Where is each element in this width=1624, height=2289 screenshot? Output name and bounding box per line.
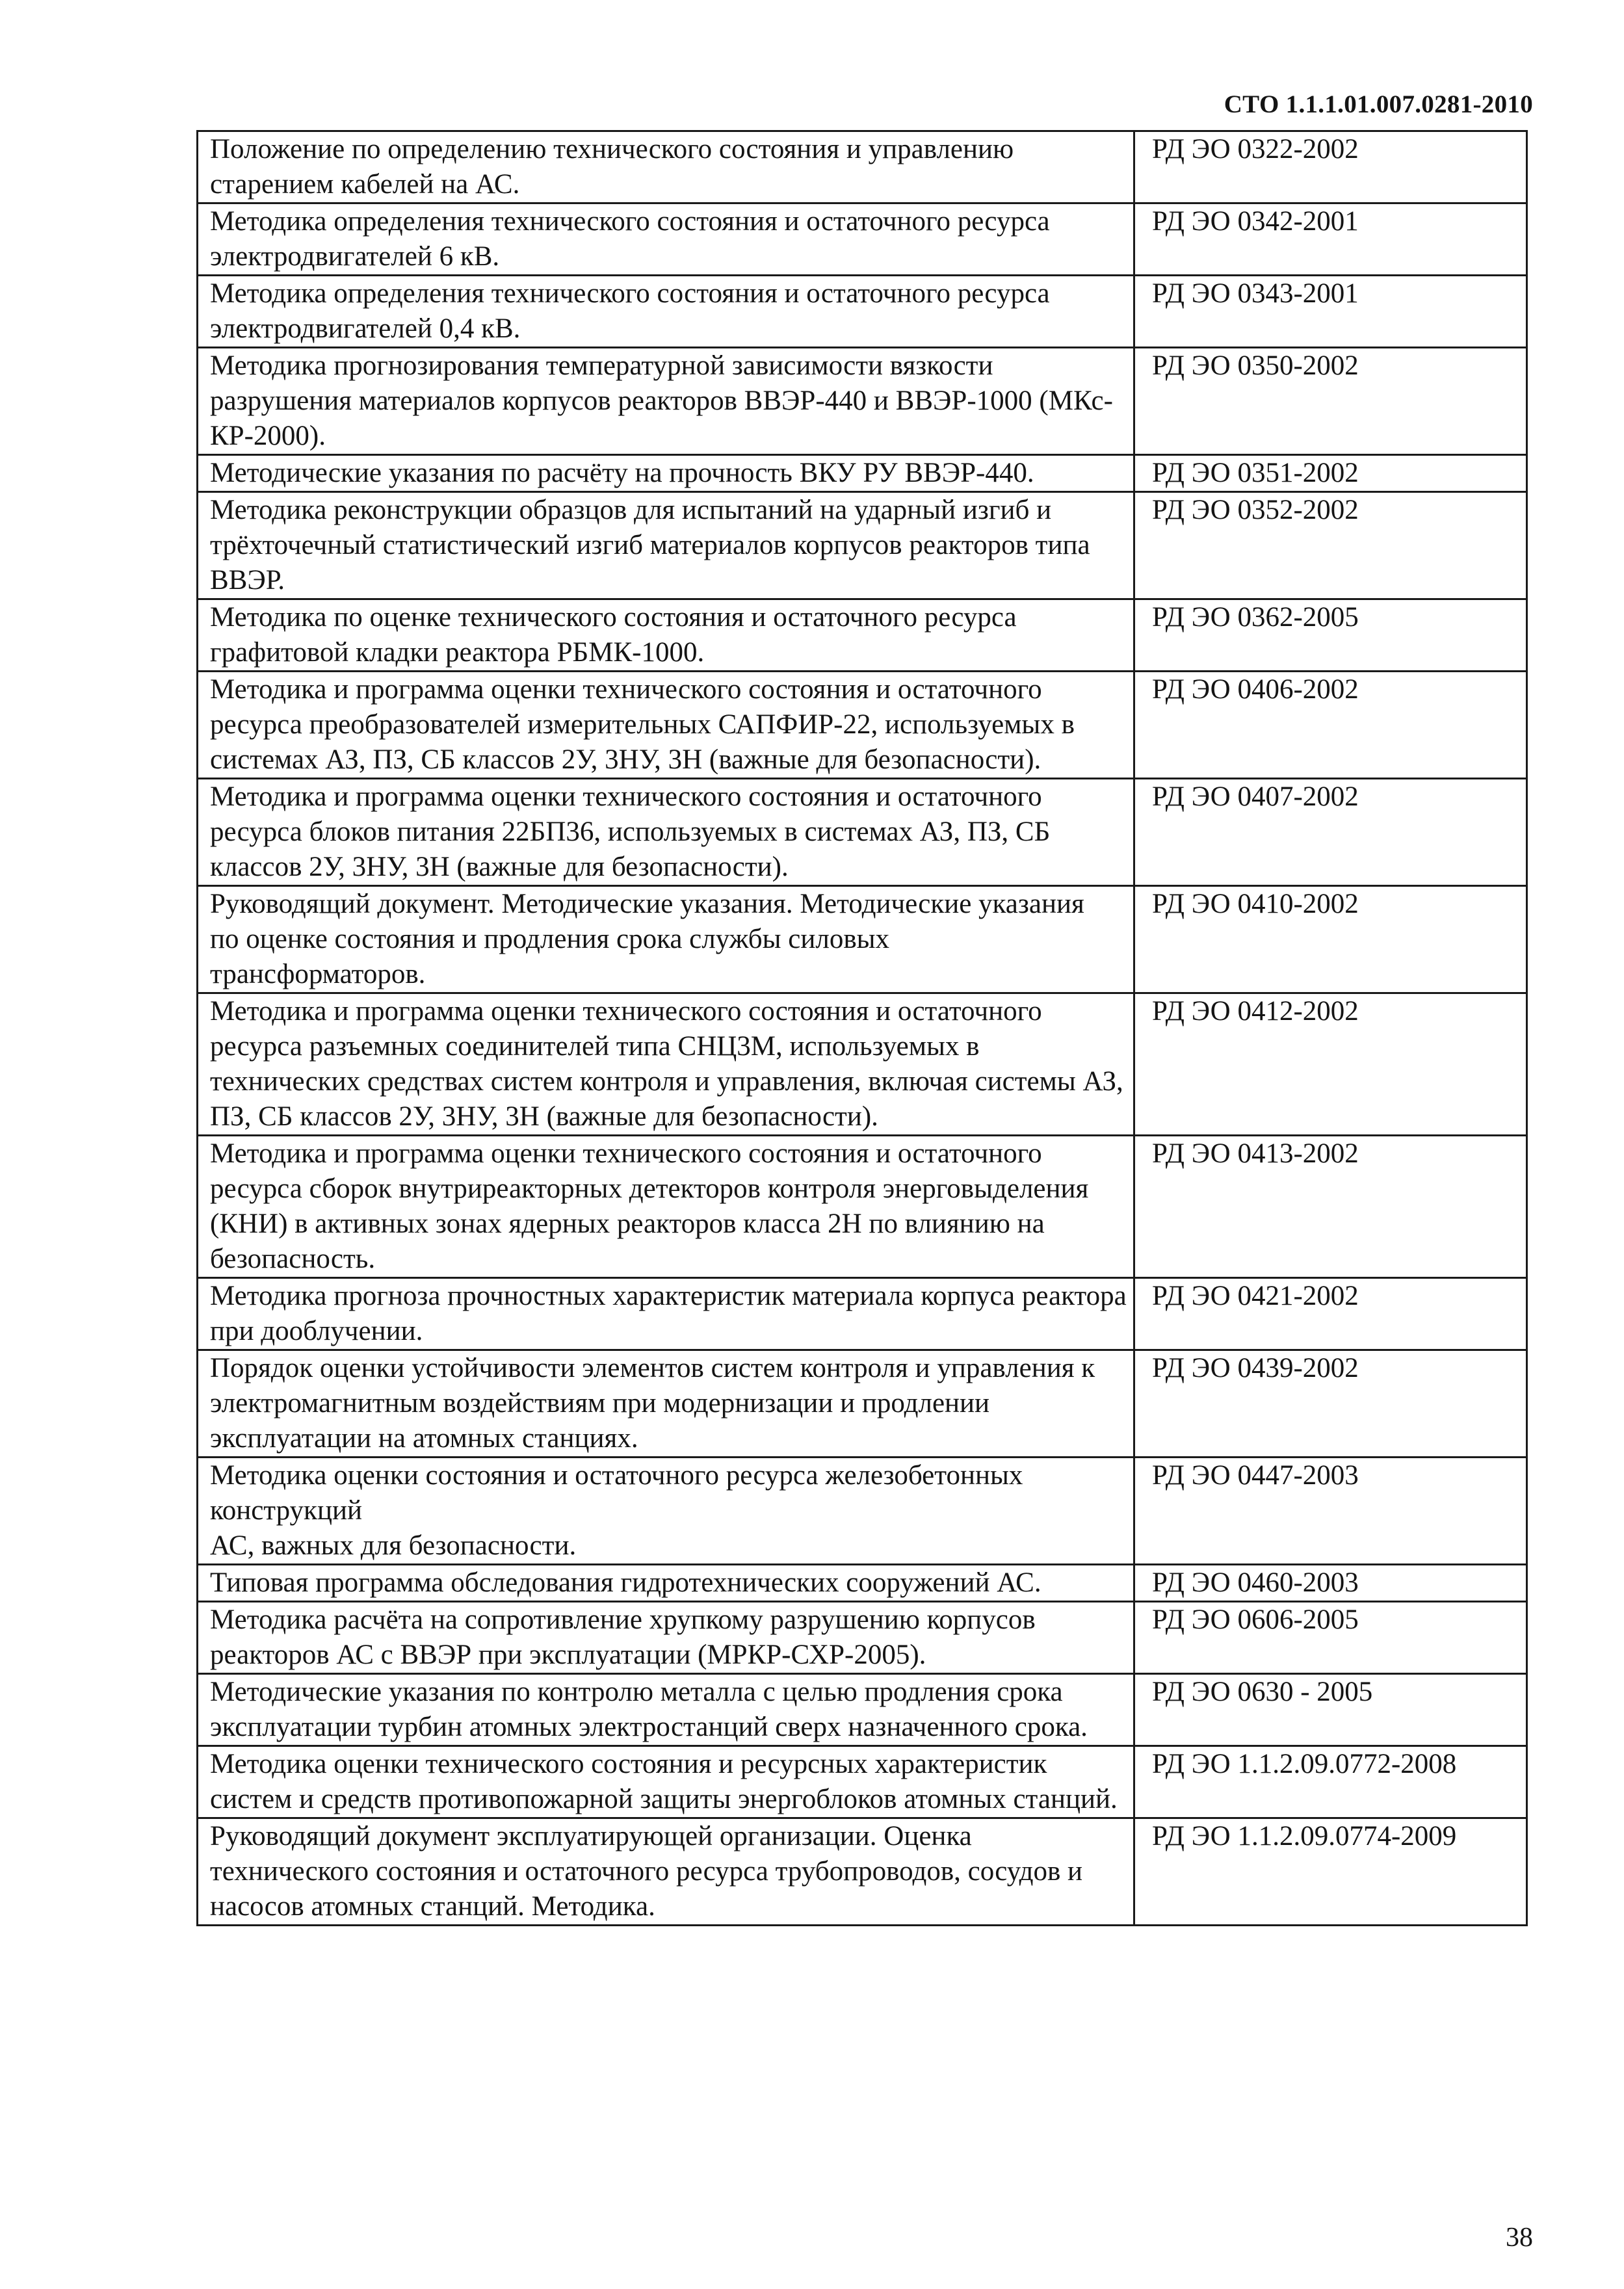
document-title-cell: Методика реконструкции образцов для испытаний на ударный изгиб и трёхточечный статистический изгиб материалов корпусов реакторов типа ВВЭР.	[198, 492, 1134, 599]
document-title-cell: Методика прогноза прочностных характеристик материала корпуса реактора при дооблучении.	[198, 1278, 1134, 1350]
document-title-cell: Методика и программа оценки технического состояния и остаточного ресурса блоков питания 22БП36, используемых в системах АЗ, ПЗ, СБ классов 2У, 3НУ, 3Н (важные для безопасности).	[198, 779, 1134, 886]
document-title-cell: Методика и программа оценки технического состояния и остаточного ресурса сборок внутриреакторных детекторов контроля энерговыделения (КНИ) в активных зонах ядерных реакторов класса 2Н по влиянию на безопасность.	[198, 1136, 1134, 1278]
table-row	[198, 1136, 1527, 1278]
document-title-cell: Руководящий документ эксплуатирующей организации. Оценка технического состояния и остаточного ресурса трубопроводов, сосудов и насосов атомных станций. Методика.	[198, 1818, 1134, 1926]
document-code-cell: РД ЭО 0406-2002	[1134, 672, 1527, 779]
document-title-cell: Методика расчёта на сопротивление хрупкому разрушению корпусов реакторов АС с ВВЭР при эксплуатации (МРКР-СХР-2005).	[198, 1602, 1134, 1674]
table-row	[198, 455, 1527, 492]
document-code-cell: РД ЭО 0352-2002	[1134, 492, 1527, 599]
table-row	[198, 348, 1527, 455]
document-code-cell: РД ЭО 0630 - 2005	[1134, 1674, 1527, 1746]
document-code-cell: РД ЭО 0362-2005	[1134, 599, 1527, 672]
normative-documents-table	[196, 130, 1528, 1926]
table-row	[198, 993, 1527, 1136]
table-body	[198, 131, 1527, 1926]
document-title-cell: Типовая программа обследования гидротехнических сооружений АС.	[198, 1565, 1134, 1602]
document-code-cell: РД ЭО 0407-2002	[1134, 779, 1527, 886]
document-code-cell: РД ЭО 1.1.2.09.0774-2009	[1134, 1818, 1527, 1926]
document-title-cell: Руководящий документ. Методические указания. Методические указания по оценке состояния и продления срока службы силовых трансформаторов.	[198, 886, 1134, 993]
table-row	[198, 1602, 1527, 1674]
document-title-cell: Методика по оценке технического состояния и остаточного ресурса графитовой кладки реактора РБМК-1000.	[198, 599, 1134, 672]
table-row	[198, 1818, 1527, 1926]
document-code-cell: РД ЭО 0322-2002	[1134, 131, 1527, 203]
document-title-cell: Методические указания по расчёту на прочность ВКУ РУ ВВЭР-440.	[198, 455, 1134, 492]
document-title-cell: Методика и программа оценки технического состояния и остаточного ресурса разъемных соединителей типа СНЦ3М, используемых в технических средствах систем контроля и управления, включая системы АЗ, ПЗ, СБ классов 2У, 3НУ, 3Н (важные для безопасности).	[198, 993, 1134, 1136]
document-code-cell: РД ЭО 0351-2002	[1134, 455, 1527, 492]
document-code-cell: РД ЭО 0350-2002	[1134, 348, 1527, 455]
document-code-cell: РД ЭО 0412-2002	[1134, 993, 1527, 1136]
document-code-header: СТО 1.1.1.01.007.0281-2010	[1224, 90, 1533, 118]
table-row	[198, 203, 1527, 276]
table-row	[198, 672, 1527, 779]
table-row	[198, 1458, 1527, 1565]
document-code-cell: РД ЭО 0342-2001	[1134, 203, 1527, 276]
document-title-cell: Порядок оценки устойчивости элементов систем контроля и управления к электромагнитным воздействиям при модернизации и продлении эксплуатации на атомных станциях.	[198, 1350, 1134, 1458]
document-title-cell: Методика оценки технического состояния и ресурсных характеристик систем и средств противопожарной защиты энергоблоков атомных станций.	[198, 1746, 1134, 1818]
table-row	[198, 1350, 1527, 1458]
document-title-cell: Методика оценки состояния и остаточного ресурса железобетонных конструкций АС, важных для безопасности.	[198, 1458, 1134, 1565]
page-number: 38	[1506, 2223, 1533, 2253]
document-code-cell: РД ЭО 0606-2005	[1134, 1602, 1527, 1674]
document-title-cell: Методика прогнозирования температурной зависимости вязкости разрушения материалов корпусов реакторов ВВЭР-440 и ВВЭР-1000 (МКс-КР-2000).	[198, 348, 1134, 455]
document-title-cell: Положение по определению технического состояния и управлению старением кабелей на АС.	[198, 131, 1134, 203]
table-row	[198, 1278, 1527, 1350]
table-row	[198, 1674, 1527, 1746]
document-title-cell: Методика определения технического состояния и остаточного ресурса электродвигателей 0,4 кВ.	[198, 276, 1134, 348]
document-code-cell: РД ЭО 0343-2001	[1134, 276, 1527, 348]
table-row	[198, 492, 1527, 599]
table-row	[198, 131, 1527, 203]
document-code-cell: РД ЭО 0439-2002	[1134, 1350, 1527, 1458]
document-code-cell: РД ЭО 0410-2002	[1134, 886, 1527, 993]
document-code-cell: РД ЭО 0447-2003	[1134, 1458, 1527, 1565]
document-title-cell: Методические указания по контролю металла с целью продления срока эксплуатации турбин атомных электростанций сверх назначенного срока.	[198, 1674, 1134, 1746]
document-title-cell: Методика определения технического состояния и остаточного ресурса электродвигателей 6 кВ.	[198, 203, 1134, 276]
table-row	[198, 276, 1527, 348]
table-row	[198, 599, 1527, 672]
document-title-cell: Методика и программа оценки технического состояния и остаточного ресурса преобразователей измерительных САПФИР-22, используемых в системах АЗ, ПЗ, СБ классов 2У, 3НУ, 3Н (важные для безопасности).	[198, 672, 1134, 779]
document-code-cell: РД ЭО 1.1.2.09.0772-2008	[1134, 1746, 1527, 1818]
table-row	[198, 886, 1527, 993]
document-code-cell: РД ЭО 0421-2002	[1134, 1278, 1527, 1350]
document-code-cell: РД ЭО 0460-2003	[1134, 1565, 1527, 1602]
table-row	[198, 779, 1527, 886]
table-row	[198, 1746, 1527, 1818]
document-code-cell: РД ЭО 0413-2002	[1134, 1136, 1527, 1278]
table-row	[198, 1565, 1527, 1602]
